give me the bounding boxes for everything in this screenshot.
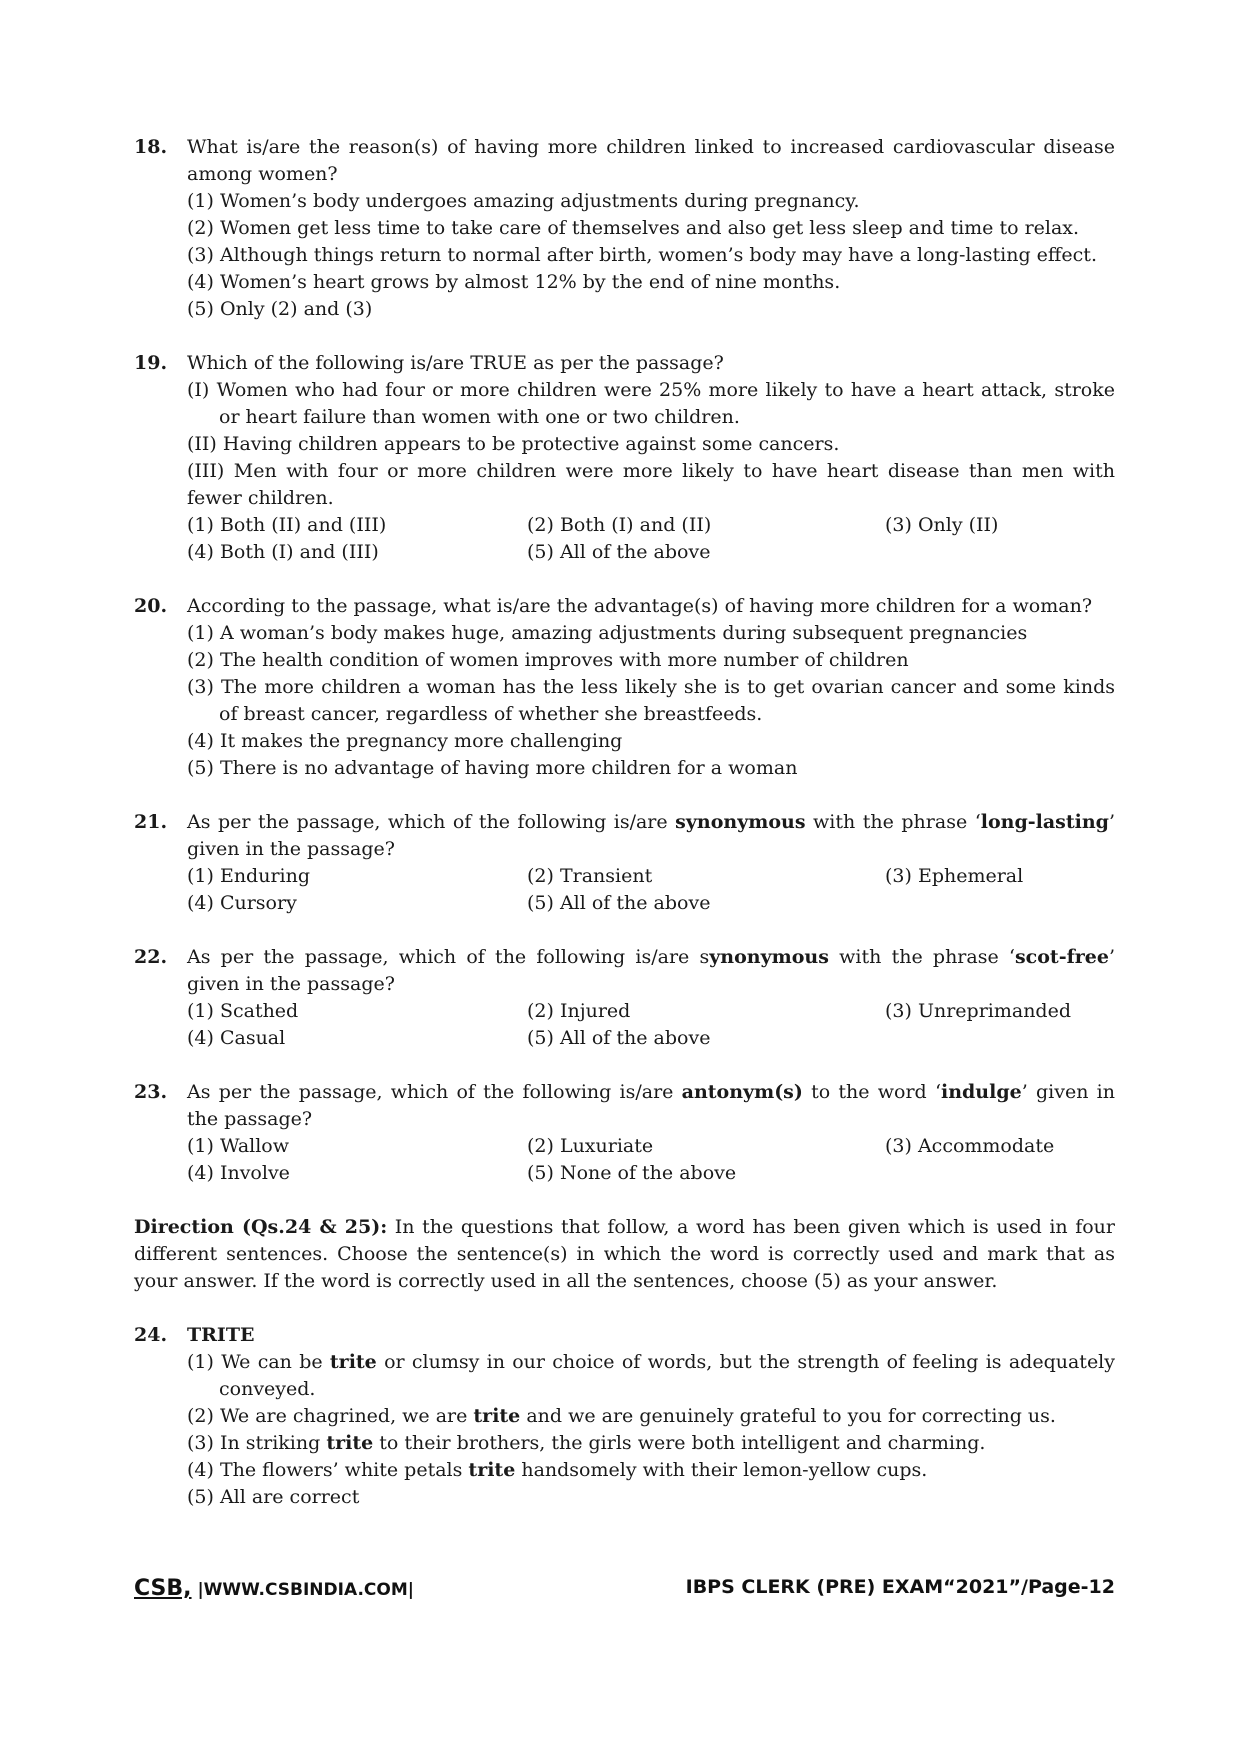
question-18 bbox=[134, 134, 1115, 323]
option-1: (1) We can be trite or clumsy in our choice of words, but the strength of feeling is adequately conveyed. bbox=[187, 1351, 1115, 1400]
option-1: (1) Both (II) and (III) bbox=[187, 514, 387, 536]
option-1: (1) Enduring bbox=[187, 865, 311, 887]
statement-2: (II) Having children appears to be protective against some cancers. bbox=[187, 433, 840, 455]
question-word: TRITE bbox=[187, 1324, 255, 1346]
option-3: (3) Although things return to normal after birth, women’s body may have a long-lasting effect. bbox=[187, 244, 1097, 266]
option-5: (5) None of the above bbox=[527, 1162, 737, 1184]
option-3: (3) Ephemeral bbox=[885, 865, 1024, 887]
brand-logo: CSB, bbox=[134, 1576, 192, 1601]
question-number: 24. bbox=[134, 1324, 168, 1346]
question-number: 19. bbox=[134, 352, 168, 374]
option-4: (4) Both (I) and (III) bbox=[187, 541, 379, 563]
question-text: Which of the following is/are TRUE as per the passage? bbox=[187, 352, 724, 374]
option-5: (5) All of the above bbox=[527, 1027, 711, 1049]
options-grid bbox=[187, 998, 1115, 1052]
option-5: (5) Only (2) and (3) bbox=[187, 298, 373, 320]
option-3: (3) Only (II) bbox=[885, 514, 999, 536]
option-2: (2) Women get less time to take care of themselves and also get less sleep and time to relax. bbox=[187, 217, 1080, 239]
question-24 bbox=[134, 1322, 1115, 1511]
option-4: (4) Cursory bbox=[187, 892, 297, 914]
option-1: (1) Women’s body undergoes amazing adjustments during pregnancy. bbox=[187, 190, 860, 212]
question-number: 23. bbox=[134, 1081, 168, 1103]
footer-brand bbox=[134, 1576, 414, 1601]
options-grid bbox=[187, 1133, 1115, 1187]
option-2: (2) Transient bbox=[527, 865, 653, 887]
statement-1: (I) Women who had four or more children were 25% more likely to have a heart attack, stroke or heart failure than women with one or two children. bbox=[187, 379, 1115, 428]
option-5: (5) There is no advantage of having more children for a woman bbox=[187, 757, 798, 779]
option-1: (1) Wallow bbox=[187, 1135, 290, 1157]
option-5: (5) All of the above bbox=[527, 892, 711, 914]
question-number: 22. bbox=[134, 946, 168, 968]
question-19 bbox=[134, 350, 1115, 566]
exam-title: IBPS CLERK (PRE) EXAM“2021”/Page-12 bbox=[685, 1576, 1115, 1598]
question-23 bbox=[134, 1079, 1115, 1187]
question-number: 18. bbox=[134, 136, 168, 158]
option-3: (3) The more children a woman has the less likely she is to get ovarian cancer and some kinds of breast cancer, regardless of whether she breastfeeds. bbox=[187, 676, 1115, 725]
option-3: (3) In striking trite to their brothers, the girls were both intelligent and charming. bbox=[187, 1432, 986, 1454]
option-2: (2) Both (I) and (II) bbox=[527, 514, 712, 536]
option-4: (4) It makes the pregnancy more challenging bbox=[187, 730, 623, 752]
question-20 bbox=[134, 593, 1115, 782]
question-number: 20. bbox=[134, 595, 168, 617]
options-grid bbox=[187, 512, 1115, 566]
option-5: (5) All of the above bbox=[527, 541, 711, 563]
page-footer bbox=[134, 1576, 1115, 1606]
options-grid bbox=[187, 863, 1115, 917]
option-2: (2) Injured bbox=[527, 1000, 631, 1022]
question-paper bbox=[134, 134, 1115, 1538]
option-4: (4) Women’s heart grows by almost 12% by the end of nine months. bbox=[187, 271, 841, 293]
question-text: As per the passage, which of the following is/are antonym(s) to the word ‘indulge’ given in the passage? bbox=[187, 1081, 1115, 1130]
option-5: (5) All are correct bbox=[187, 1486, 360, 1508]
question-text: As per the passage, which of the following is/are synonymous with the phrase ‘scot-free’ given in the passage? bbox=[187, 946, 1115, 995]
option-1: (1) A woman’s body makes huge, amazing adjustments during subsequent pregnancies bbox=[187, 622, 1028, 644]
direction-label: Direction (Qs.24 & 25): bbox=[134, 1216, 388, 1238]
direction-text: In the questions that follow, a word has been given which is used in four different sentences. Choose the sentence(s) in which the word is correctly used and mark that as your answer. If the word is correctly used in all the sentences, choose (5) as your answer. bbox=[134, 1216, 1115, 1292]
option-2: (2) The health condition of women improves with more number of children bbox=[187, 649, 909, 671]
question-21 bbox=[134, 809, 1115, 917]
direction-paragraph bbox=[134, 1214, 1115, 1295]
option-1: (1) Scathed bbox=[187, 1000, 299, 1022]
statement-3: (III) Men with four or more children were more likely to have heart disease than men with fewer children. bbox=[187, 460, 1115, 509]
question-text: What is/are the reason(s) of having more children linked to increased cardiovascular disease among women? bbox=[187, 136, 1115, 185]
question-number: 21. bbox=[134, 811, 168, 833]
option-4: (4) The flowers’ white petals trite handsomely with their lemon-yellow cups. bbox=[187, 1459, 928, 1481]
option-3: (3) Unreprimanded bbox=[885, 1000, 1072, 1022]
question-22 bbox=[134, 944, 1115, 1052]
option-2: (2) We are chagrined, we are trite and we are genuinely grateful to you for correcting us. bbox=[187, 1405, 1056, 1427]
website-link: |WWW.CSBINDIA.COM| bbox=[191, 1580, 414, 1600]
question-text: As per the passage, which of the following is/are synonymous with the phrase ‘long-lasting’ given in the passage? bbox=[187, 811, 1115, 860]
option-2: (2) Luxuriate bbox=[527, 1135, 654, 1157]
option-4: (4) Casual bbox=[187, 1027, 286, 1049]
option-3: (3) Accommodate bbox=[885, 1135, 1055, 1157]
option-4: (4) Involve bbox=[187, 1162, 290, 1184]
question-text: According to the passage, what is/are the advantage(s) of having more children for a woman? bbox=[187, 595, 1093, 617]
